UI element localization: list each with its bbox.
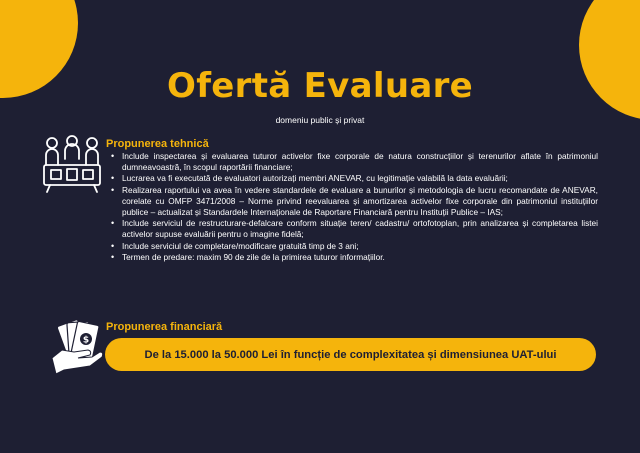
price-range-banner	[105, 338, 596, 371]
price-range-text: De la 15.000 la 50.000 Lei în funcție de complexitatea și dimensiunea UAT-ului	[144, 348, 557, 361]
list-item: • Realizarea raportului va avea în vedere standardele de evaluare a bunurilor și metodologia de lucru recomandate de ANEVAR, corelate cu OMFP 3471/2008 – Norme privind reevaluarea și amortizarea activelor fixe corporale din patrimoniul instituțiilor publice – actualizat și Standardele Internaționale de Raportare Financiară pentru Instituții Publice – IAS;	[122, 185, 598, 219]
list-item: • Include serviciul de completare/modificare gratuită timp de 3 ani;	[122, 241, 598, 252]
technical-proposal-heading: Propunerea tehnică	[106, 138, 209, 150]
list-item: • Termen de predare: maxim 90 de zile de la primirea tuturor informațiilor.	[122, 252, 598, 263]
financial-proposal-heading: Propunerea financiară	[106, 321, 223, 333]
money-hand-icon	[48, 316, 106, 374]
page-subtitle: domeniu public și privat	[275, 115, 365, 125]
svg-text:$: $	[82, 335, 90, 346]
page-title: Ofertă Evaluare	[166, 66, 474, 106]
meeting-table-icon	[42, 135, 102, 193]
list-item: • Include serviciul de restructurare-defalcare conform situație teren/ cadastru/ ortofotoplan, prin analizarea și completarea listei activelor supuse evaluării pentru o imagine fidelă;	[122, 218, 598, 240]
list-item: • Lucrarea va fi executată de evaluatori autorizați membri ANEVAR, cu legitimație valabilă la data evaluării;	[122, 173, 598, 184]
technical-proposal-list	[122, 151, 598, 263]
list-item: • Include inspectarea și evaluarea tuturor activelor fixe corporale de natura construcțiilor și terenurilor aflate în patrimoniul dumneavoastră, în scopul raportării financiare;	[122, 151, 598, 173]
